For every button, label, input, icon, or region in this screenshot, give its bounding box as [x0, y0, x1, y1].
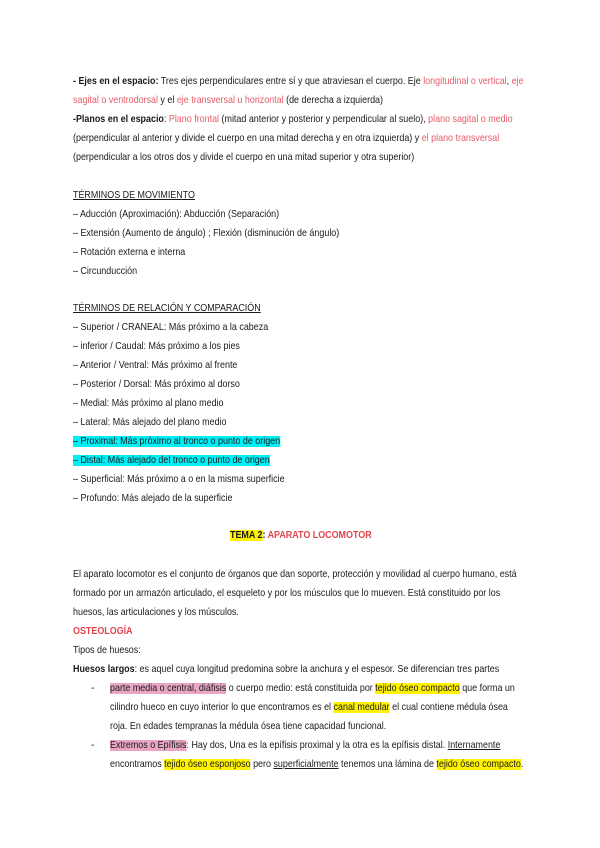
relacion-section [73, 299, 528, 508]
movimiento-heading: TÉRMINOS DE MOVIMIENTO [73, 190, 195, 201]
osteologia-section: OSTEOLOGÍA Tipos de huesos: Huesos largos: es aquel cuya longitud predomina sobre la anchura y el espesor. Se diferencian tres partes [73, 622, 528, 679]
list-item: – Rotación externa e interna [73, 247, 186, 258]
movimiento-section [73, 186, 528, 281]
ejes-label: - Ejes en el espacio: [73, 76, 159, 87]
list-item-highlighted: – Distal: Más alejado del tronco o punto de origen [73, 455, 270, 466]
intro-paragraph: El aparato locomotor es el conjunto de órganos que dan soporte, protección y movilidad al cuerpo humano, está formado por un armazón articulado, el esqueleto y por los músculos que lo mueven. Está constituido por los huesos, las articulaciones y los músculos. [73, 569, 517, 618]
tema-heading: TEMA 2: APARATO LOCOMOTOR [230, 530, 372, 541]
planos-paragraph: -Planos en el espacio: Plano frontal (mitad anterior y posterior y perpendicular al suelo), plano sagital o medio (perpendicular al anterior y divide el cuerpo en una mitad derecha y en otra izquierda) y el plano transversal (perpendicular a los otros dos y divide el cuerpo en una mitad superior y otra superior) [73, 114, 513, 163]
bullet-dash: - [91, 683, 95, 694]
list-item: – Aducción (Aproximación): Abducción (Separación) [73, 209, 280, 220]
list-item: – Profundo: Más alejado de la superficie [73, 493, 233, 504]
parte-epifisis: Extremos o Epífisis: Hay dos, Una es la epífisis proximal y la otra es la epífisis distal. Internamente encontramos tejido óseo esponjoso pero superficialmente tenemos una lámina de tejido óseo compacto. [110, 740, 524, 770]
list-item: – Superior / CRANEAL: Más próximo a la cabeza [73, 322, 269, 333]
list-item: – Circunducción [73, 266, 138, 277]
planos-label: -Planos en el espacio [73, 114, 164, 125]
list-item: – inferior / Caudal: Más próximo a los pies [73, 341, 240, 352]
huesos-largos-label: Huesos largos [73, 664, 135, 675]
tema-label: TEMA 2 [230, 530, 263, 541]
bullet-dash: - [91, 740, 95, 751]
list-item: – Superficial: Más próximo a o en la misma superficie [73, 474, 285, 485]
tipos-label: Tipos de huesos: [73, 645, 141, 656]
list-item: – Extensión (Aumento de ángulo) ; Flexión (disminución de ángulo) [73, 228, 340, 239]
parte-diafisis: parte media o central, diáfisis o cuerpo medio: está constituida por tejido óseo compacto que forma un cilindro hueco en cuyo interior lo que encontramos es el canal medular el cual contiene médula ósea roja. En edades tempranas la médula ósea tiene capacidad funcional. [110, 683, 515, 732]
relacion-heading: TÉRMINOS DE RELACIÓN Y COMPARACIÓN [73, 303, 261, 314]
ejes-paragraph: - Ejes en el espacio: Tres ejes perpendiculares entre sí y que atraviesan el cuerpo. Eje longitudinal o vertical, eje sagital o ventrodorsal y el eje transversal u horizontal (de derecha a izquierda) [73, 76, 524, 106]
list-item: – Lateral: Más alejado del plano medio [73, 417, 227, 428]
osteologia-heading: OSTEOLOGÍA [73, 626, 133, 637]
tema-title: APARATO LOCOMOTOR [267, 530, 372, 541]
list-item: – Posterior / Dorsal: Más próximo al dorso [73, 379, 240, 390]
list-item: – Medial: Más próximo al plano medio [73, 398, 224, 409]
list-item: – Anterior / Ventral: Más próximo al frente [73, 360, 238, 371]
list-item-highlighted: – Proximal: Más próximo al tronco o punto de origen [73, 436, 281, 447]
